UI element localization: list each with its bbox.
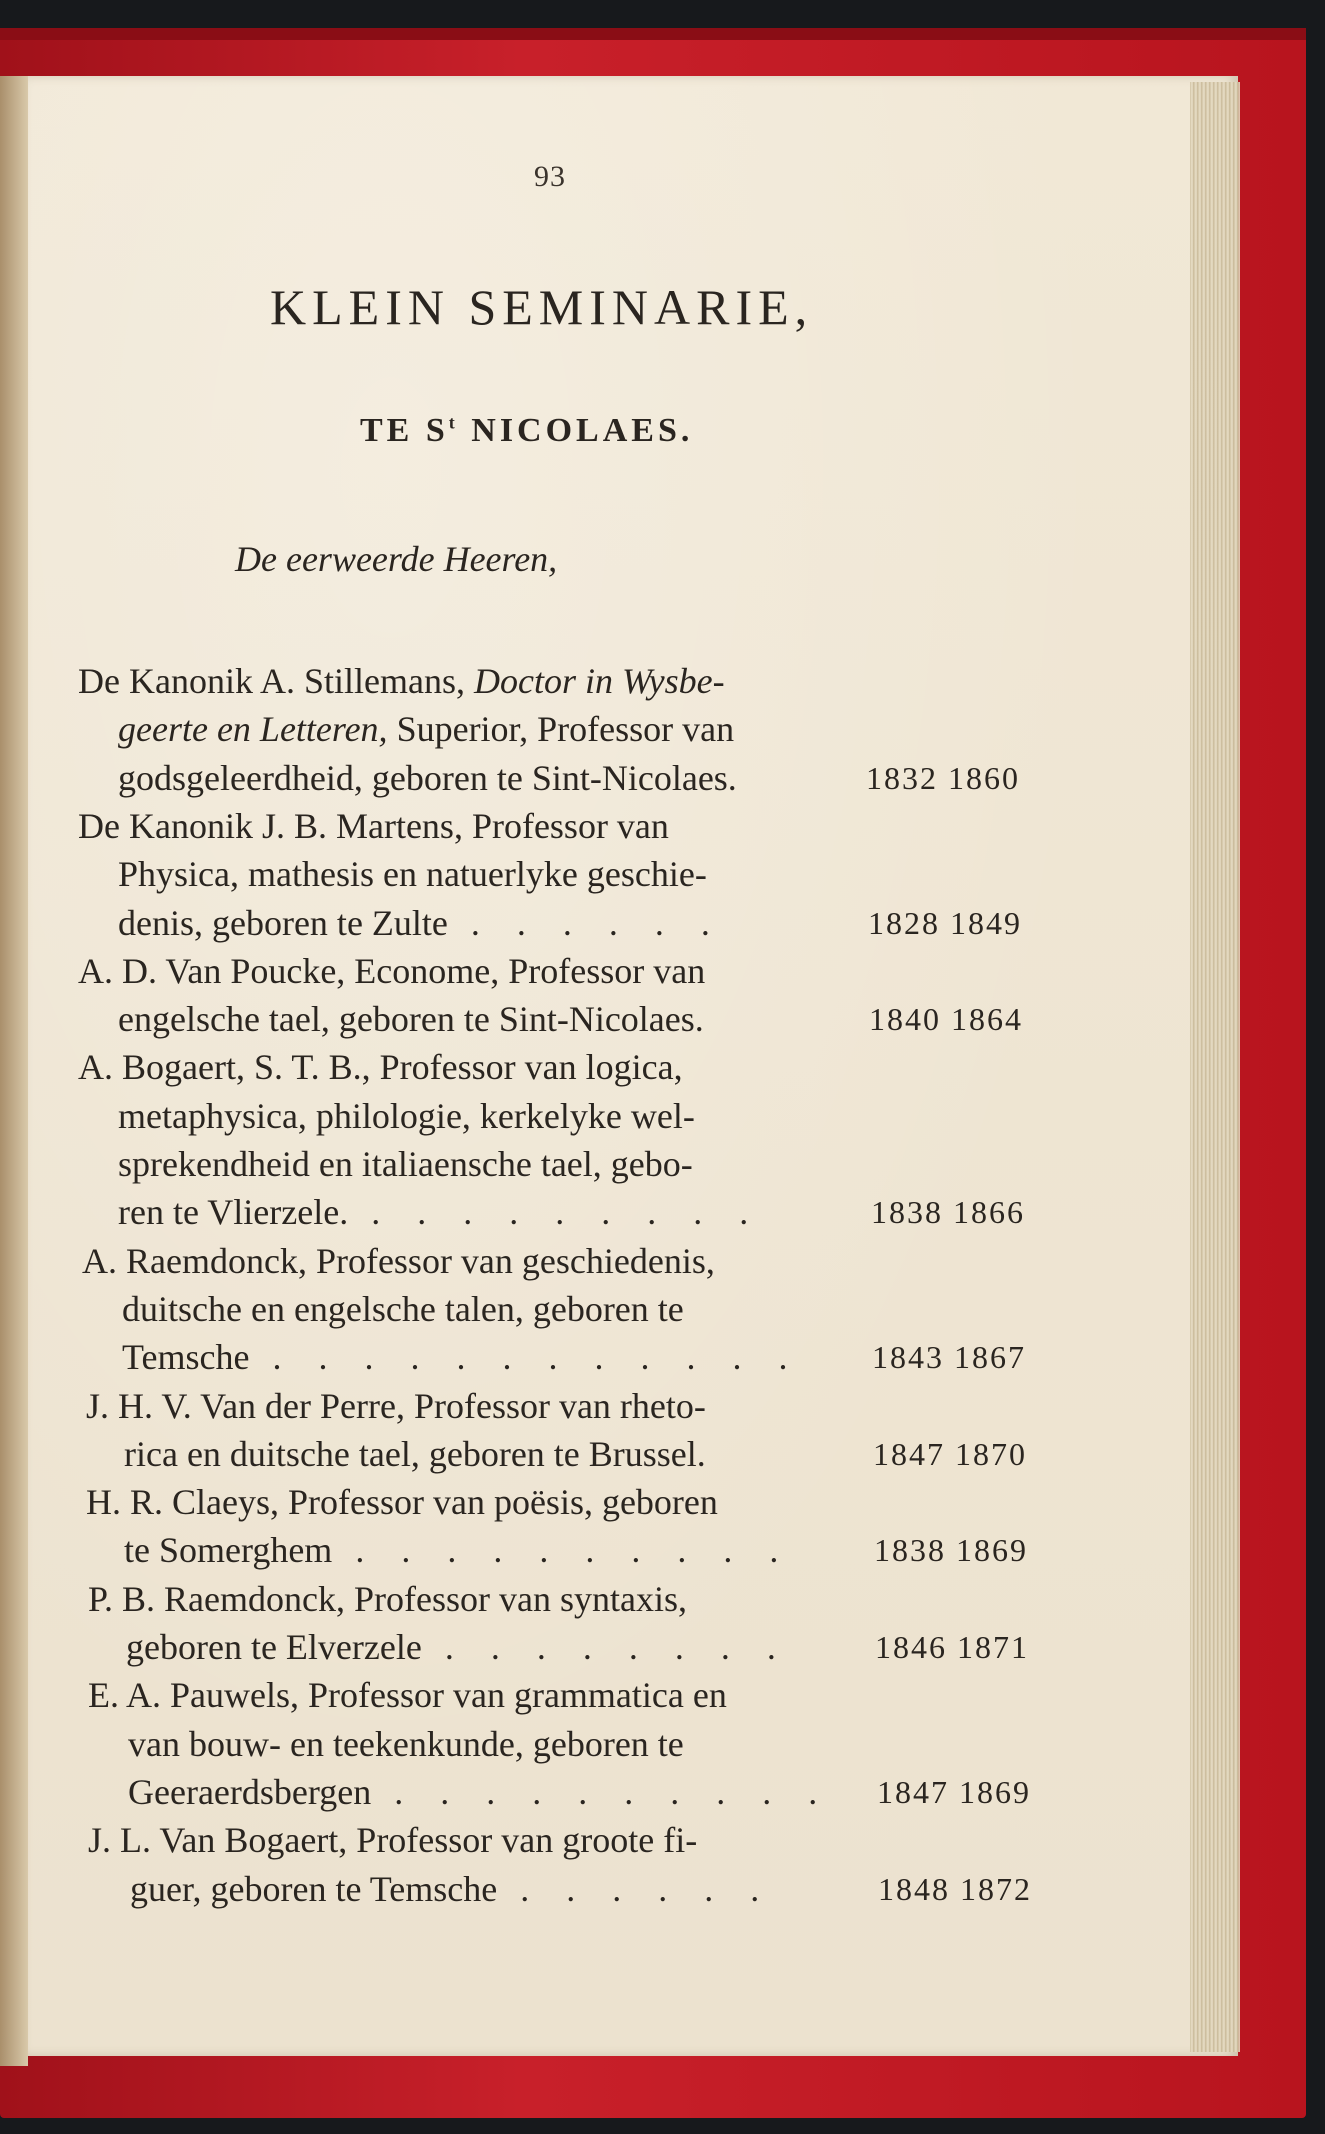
entry-text: engelsche tael, geboren te Sint-Nicolaes. <box>118 999 704 1039</box>
entry-text: De Kanonik J. B. Martens, Professor van <box>78 806 669 846</box>
entry-line <box>118 995 704 1043</box>
entry-text: guer, geboren te Temsche <box>130 1869 498 1909</box>
entry-line <box>78 802 669 850</box>
entry-years: 1838 1869 <box>874 1532 1028 1568</box>
entry-line <box>118 754 737 802</box>
subtitle-post: NICOLAES. <box>458 412 694 449</box>
entry-line <box>128 1768 831 1816</box>
leader-dots: . . . . . . . . . . <box>332 1530 793 1570</box>
entry-text: te Somerghem <box>124 1530 333 1570</box>
entry-text: rica en duitsche tael, geboren te Brussel. <box>124 1434 706 1474</box>
entry-years: 1846 1871 <box>875 1629 1029 1665</box>
entry-line <box>118 1188 762 1236</box>
entry-line <box>118 1140 693 1188</box>
leader-dots: . . . . . . . . . . . . <box>249 1337 802 1377</box>
leader-dots: . . . . . . . . . . <box>371 1772 832 1812</box>
entry-italic-text: Doctor in Wysbe- <box>473 661 725 701</box>
entry-text: metaphysica, philologie, kerkelyke wel- <box>118 1096 695 1136</box>
entry-text: ren te Vlierzele. <box>118 1192 349 1232</box>
entry-line <box>88 1671 727 1719</box>
entry-text: E. A. Pauwels, Professor van grammatica en <box>88 1675 727 1715</box>
entry-line <box>122 1333 801 1381</box>
entry-line <box>122 1285 684 1333</box>
leader-dots: . . . . . . . . . <box>348 1192 763 1232</box>
entry-line <box>88 1575 687 1623</box>
entry-text: A. Bogaert, S. T. B., Professor van logica, <box>78 1047 683 1087</box>
entry-line <box>118 705 734 753</box>
entry-line <box>78 657 725 705</box>
entry-line <box>124 1430 706 1478</box>
entry-years: 1848 1872 <box>878 1871 1032 1907</box>
entry-line <box>118 850 707 898</box>
entry-text: Geeraerdsbergen <box>128 1772 372 1812</box>
leader-dots: . . . . . . <box>497 1869 774 1909</box>
entry-text: godsgeleerdheid, geboren te Sint-Nicolaes. <box>118 758 737 798</box>
entry-line <box>86 1478 718 1526</box>
entry-text-rest: Superior, Professor van <box>387 709 735 749</box>
entry-text: J. H. V. Van der Perre, Professor van rheto- <box>86 1386 706 1426</box>
entry-line <box>86 1382 706 1430</box>
entry-years: 1828 1849 <box>868 905 1022 941</box>
entry-line <box>130 1865 773 1913</box>
page-title: KLEIN SEMINARIE, <box>270 279 814 335</box>
entry-text: geboren te Elverzele <box>126 1627 422 1667</box>
subtitle-pre: TE S <box>360 412 449 449</box>
entry-text: Temsche <box>122 1337 250 1377</box>
entry-years: 1843 1867 <box>872 1339 1026 1375</box>
entry-years: 1838 1866 <box>871 1194 1025 1230</box>
entry-text: Physica, mathesis en natuerlyke geschie- <box>118 854 707 894</box>
entry-text: J. L. Van Bogaert, Professor van groote fi- <box>88 1820 698 1860</box>
entry-text: A. D. Van Poucke, Econome, Professor van <box>78 951 706 991</box>
entry-line <box>118 899 724 947</box>
entry-years: 1840 1864 <box>869 1001 1023 1037</box>
entry-text: duitsche en engelsche talen, geboren te <box>122 1289 684 1329</box>
entry-years: 1832 1860 <box>866 760 1020 796</box>
page-number: 93 <box>534 160 566 193</box>
entry-text: van bouw- en teekenkunde, geboren te <box>128 1724 684 1764</box>
entry-line <box>78 1043 683 1091</box>
entry-line <box>128 1720 684 1768</box>
entry-line <box>82 1237 715 1285</box>
entry-line <box>78 947 705 995</box>
entry-text: sprekendheid en italiaensche tael, gebo- <box>118 1144 693 1184</box>
entry-italic-text: geerte en Letteren, <box>118 709 388 749</box>
entry-text: A. Raemdonck, Professor van geschiedenis, <box>82 1241 715 1281</box>
entry-line <box>88 1816 697 1864</box>
greeting: De eerweerde Heeren, <box>235 539 558 579</box>
entry-text: De Kanonik A. Stillemans, <box>78 661 474 701</box>
entry-line <box>118 1092 695 1140</box>
leader-dots: . . . . . . <box>447 903 724 943</box>
entry-text: denis, geboren te Zulte <box>118 903 448 943</box>
entry-years: 1847 1870 <box>873 1436 1027 1472</box>
entry-line <box>126 1623 790 1671</box>
entry-text: H. R. Claeys, Professor van poësis, geboren <box>86 1482 718 1522</box>
leader-dots: . . . . . . . . <box>421 1627 790 1667</box>
entry-text: P. B. Raemdonck, Professor van syntaxis, <box>88 1579 687 1619</box>
entry-line <box>124 1526 792 1574</box>
subtitle-sup: t <box>448 412 459 433</box>
entry-years: 1847 1869 <box>877 1774 1031 1810</box>
